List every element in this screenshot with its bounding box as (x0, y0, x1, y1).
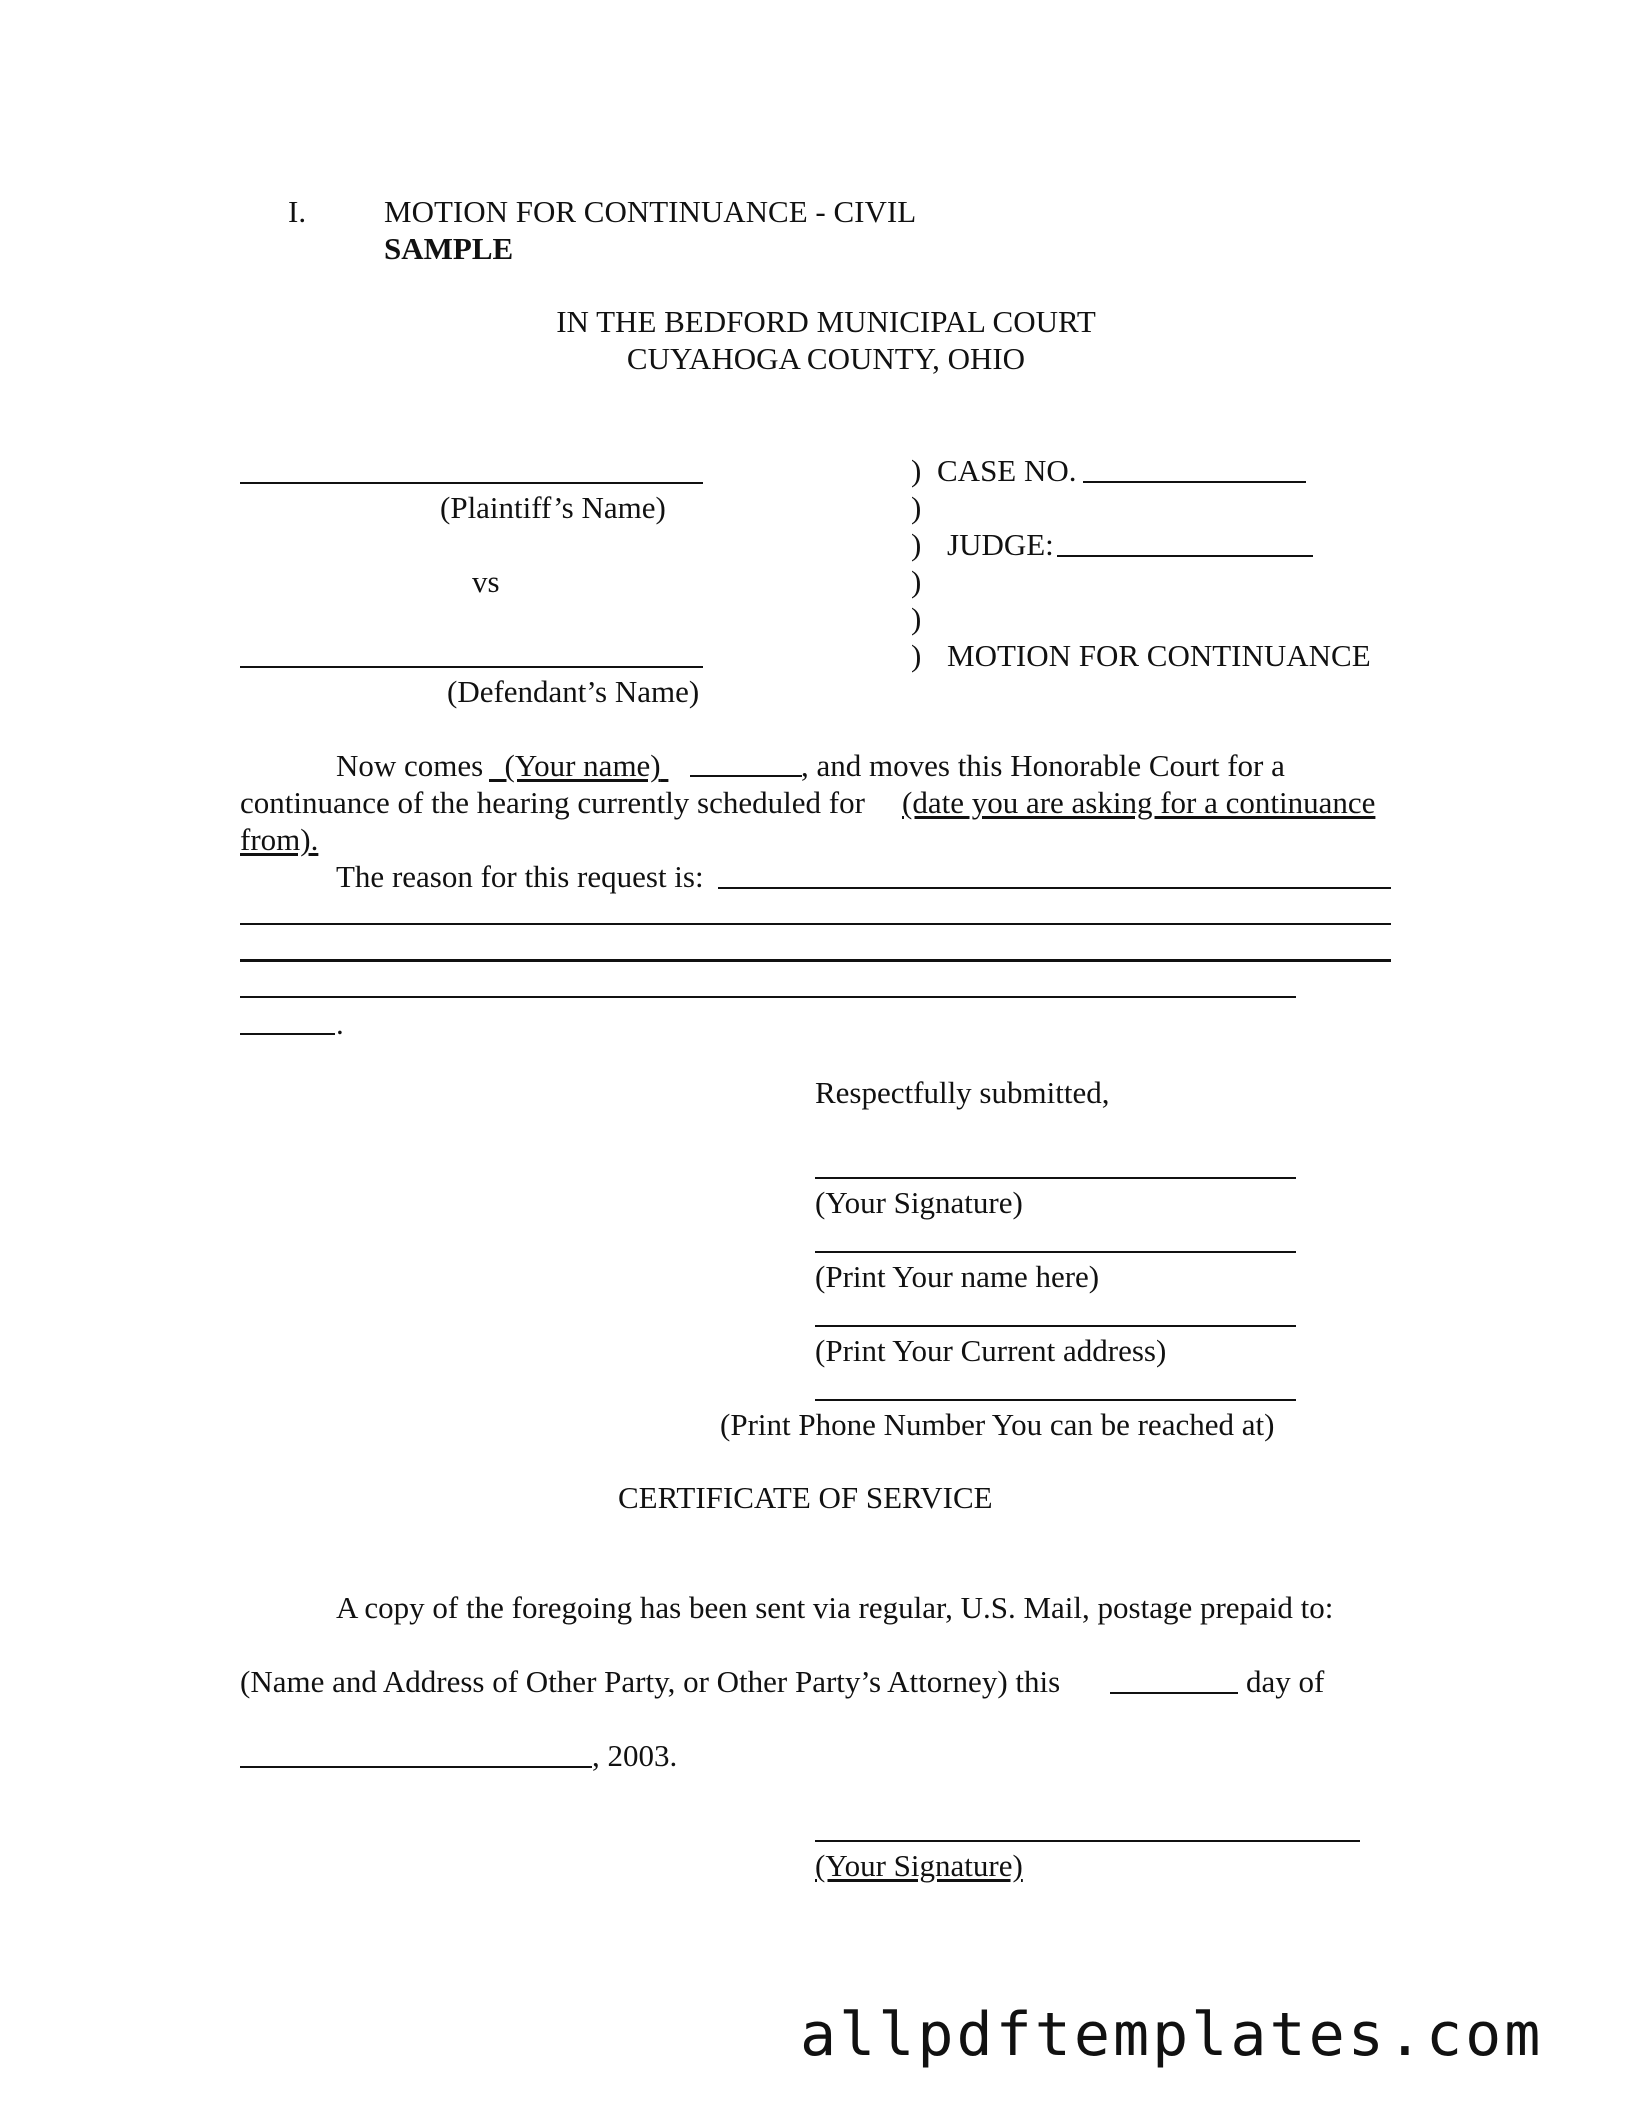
judge-label: JUDGE: (947, 527, 1054, 562)
caption-paren: ) (911, 453, 922, 488)
other-party-text: (Name and Address of Other Party, or Other Party’s Attorney) this (240, 1664, 1061, 1699)
phone-label: (Print Phone Number You can be reached at) (720, 1407, 1275, 1442)
document-title: MOTION FOR CONTINUANCE - CIVIL (384, 194, 917, 229)
reason-line-2[interactable] (240, 923, 1391, 925)
moves-text: , and moves this Honorable Court for a (801, 748, 1285, 783)
reason-line-4[interactable] (240, 996, 1296, 998)
case-no-label: CASE NO. (937, 453, 1077, 488)
sample-label: SAMPLE (384, 231, 514, 266)
address-label: (Print Your Current address) (815, 1333, 1167, 1368)
your-name-hint (489, 750, 668, 781)
watermark: allpdftemplates.com (800, 2000, 1544, 2070)
certificate-title: CERTIFICATE OF SERVICE (618, 1480, 993, 1515)
court-county: CUYAHOGA COUNTY, OHIO (626, 341, 1026, 376)
respectfully-submitted: Respectfully submitted, (815, 1075, 1110, 1110)
day-of-text: day of (1246, 1664, 1325, 1699)
reason-line-1[interactable] (718, 887, 1391, 889)
certificate-signature-label: (Your Signature) (815, 1848, 1023, 1883)
copy-sent-text: A copy of the foregoing has been sent via regular, U.S. Mail, postage prepaid to: (336, 1590, 1334, 1625)
defendant-label: (Defendant’s Name) (447, 674, 700, 709)
motion-title: MOTION FOR CONTINUANCE (947, 638, 1371, 673)
print-name-line[interactable] (815, 1251, 1296, 1253)
caption-paren: ) (911, 601, 922, 636)
phone-line[interactable] (815, 1399, 1296, 1401)
year-text: , 2003. (592, 1738, 678, 1773)
plaintiff-name-line[interactable] (240, 482, 703, 484)
caption-paren: ) (911, 564, 922, 599)
certificate-signature-line[interactable] (815, 1840, 1360, 1842)
print-name-label: (Print Your name here) (815, 1259, 1100, 1294)
date-hint: (date you are asking for a continuance (902, 785, 1376, 820)
section-number: I. (288, 194, 307, 229)
date-hint-continued: from). (240, 822, 319, 857)
your-name-text: (Your name) (504, 748, 661, 783)
day-line[interactable] (1110, 1692, 1238, 1694)
reason-period: . (336, 1006, 344, 1041)
versus-label: vs (472, 564, 500, 599)
signature-line[interactable] (815, 1177, 1296, 1179)
defendant-name-line[interactable] (240, 666, 703, 668)
caption-paren: ) (911, 638, 922, 673)
caption-paren: ) (911, 527, 922, 562)
reason-label: The reason for this request is: (336, 859, 704, 894)
reason-line-3[interactable] (240, 959, 1391, 962)
address-line[interactable] (815, 1325, 1296, 1327)
reason-line-5[interactable] (240, 1033, 335, 1035)
caption-paren: ) (911, 490, 922, 525)
plaintiff-label: (Plaintiff’s Name) (440, 490, 666, 525)
judge-line[interactable] (1057, 555, 1313, 557)
month-line[interactable] (240, 1766, 592, 1768)
now-comes-text: Now comes (336, 748, 484, 783)
case-no-line[interactable] (1083, 481, 1306, 483)
court-name: IN THE BEDFORD MUNICIPAL COURT (556, 304, 1096, 339)
signature-label: (Your Signature) (815, 1185, 1023, 1220)
continuance-text: continuance of the hearing currently scheduled for (240, 785, 865, 820)
your-name-line[interactable] (690, 775, 802, 777)
